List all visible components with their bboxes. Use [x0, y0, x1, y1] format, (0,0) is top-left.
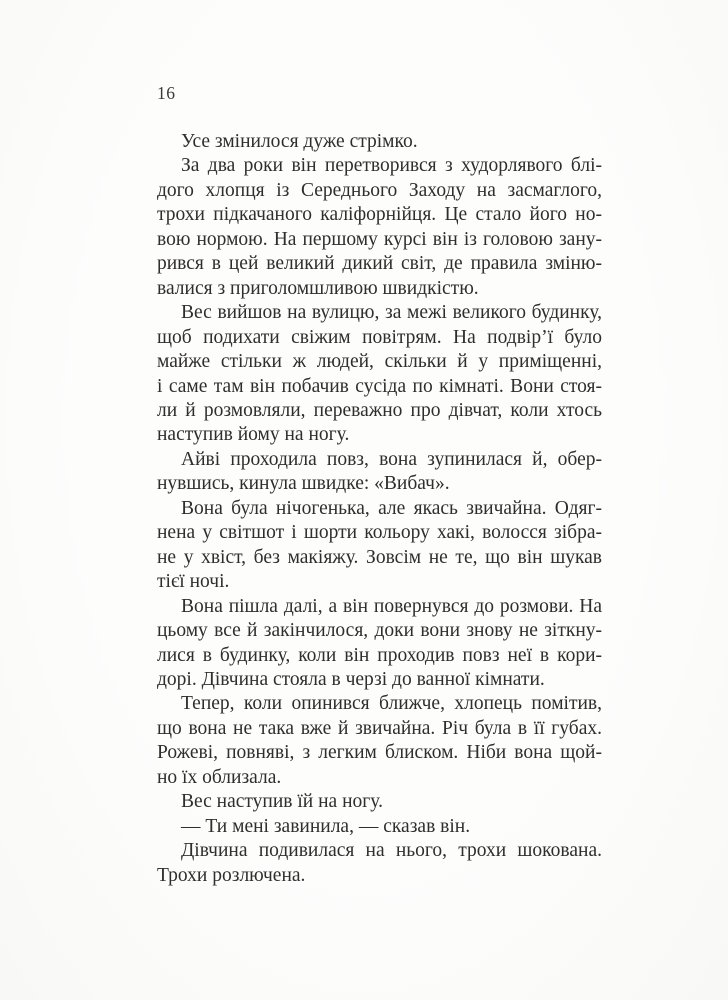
text-line: трохи підкачаного каліфорнійця. Це стало його но-	[157, 204, 602, 226]
text-line: Вона пішла далі, а він повернувся до розмови. На	[181, 595, 602, 617]
text-line: Дівчина подивилася на нього, трохи шокована.	[181, 840, 602, 862]
text-line: но їх облизала.	[157, 766, 282, 788]
paragraph	[157, 815, 602, 839]
page-number: 16	[157, 83, 176, 103]
paragraph	[157, 692, 602, 790]
paragraph	[157, 448, 602, 497]
text-line: майже стільки ж людей, скільки й у приміщенні,	[157, 351, 602, 373]
text-line: дого хлопця із Середнього Заходу на засмаглого,	[157, 179, 602, 201]
text-line: не у хвіст, без макіяжу. Зовсім не те, що він шукав	[157, 546, 602, 568]
text-line: нена у світшот і шорти кольору хакі, волосся зібра-	[157, 522, 602, 544]
text-block	[157, 130, 602, 888]
text-line: щоб подихати свіжим повітрям. На подвір’ї було	[157, 326, 602, 348]
paragraph	[157, 839, 602, 888]
paragraph	[157, 595, 602, 693]
text-line: Вес вийшов на вулицю, за межі великого будинку,	[181, 302, 602, 324]
text-line: Айві проходила повз, вона зупинилася й, обер-	[181, 448, 602, 470]
text-line: Трохи розлючена.	[157, 864, 306, 886]
text-line: цьому все й закінчилося, доки вони знову не зіткну-	[157, 620, 602, 642]
paragraph	[157, 154, 602, 301]
text-line: рився в цей великий дикий світ, де правила зміню-	[157, 253, 602, 275]
text-line: наступив йому на ногу.	[157, 424, 350, 446]
paragraph	[157, 130, 602, 154]
text-line: Рожеві, повняві, з легким блиском. Ніби вона щой-	[157, 742, 602, 764]
text-line: нувшись, кинула швидке: «Вибач».	[157, 473, 450, 495]
paragraph	[157, 790, 602, 814]
text-line: Тепер, коли опинився ближче, хлопець помітив,	[181, 693, 602, 715]
text-line: дорі. Дівчина стояла в черзі до ванної кімнати.	[157, 668, 545, 690]
text-line: валися з приголомшливою швидкістю.	[157, 277, 479, 299]
text-line: Вона була нічогенька, але якась звичайна. Одяг-	[181, 497, 602, 519]
text-line: Усе змінилося дуже стрімко.	[181, 131, 418, 152]
text-line: За два роки він перетворився з худорлявого блі-	[181, 155, 602, 177]
paragraph	[157, 301, 602, 448]
text-line: і саме там він побачив сусіда по кімнаті. Вони стоя-	[157, 375, 602, 397]
text-line: ли й розмовляли, переважно про дівчат, коли хтось	[157, 399, 602, 421]
text-line: тієї ночі.	[157, 571, 230, 593]
text-line: лися в будинку, коли він проходив повз неї в кори-	[157, 644, 602, 666]
text-line: вою нормою. На першому курсі він із головою зану-	[157, 228, 602, 250]
text-line: Вес наступив їй на ногу.	[181, 791, 383, 813]
paragraph	[157, 497, 602, 595]
text-line: — Ти мені завинила, — сказав він.	[181, 815, 471, 837]
text-line: що вона не така вже й звичайна. Річ була в її губах.	[157, 717, 602, 739]
